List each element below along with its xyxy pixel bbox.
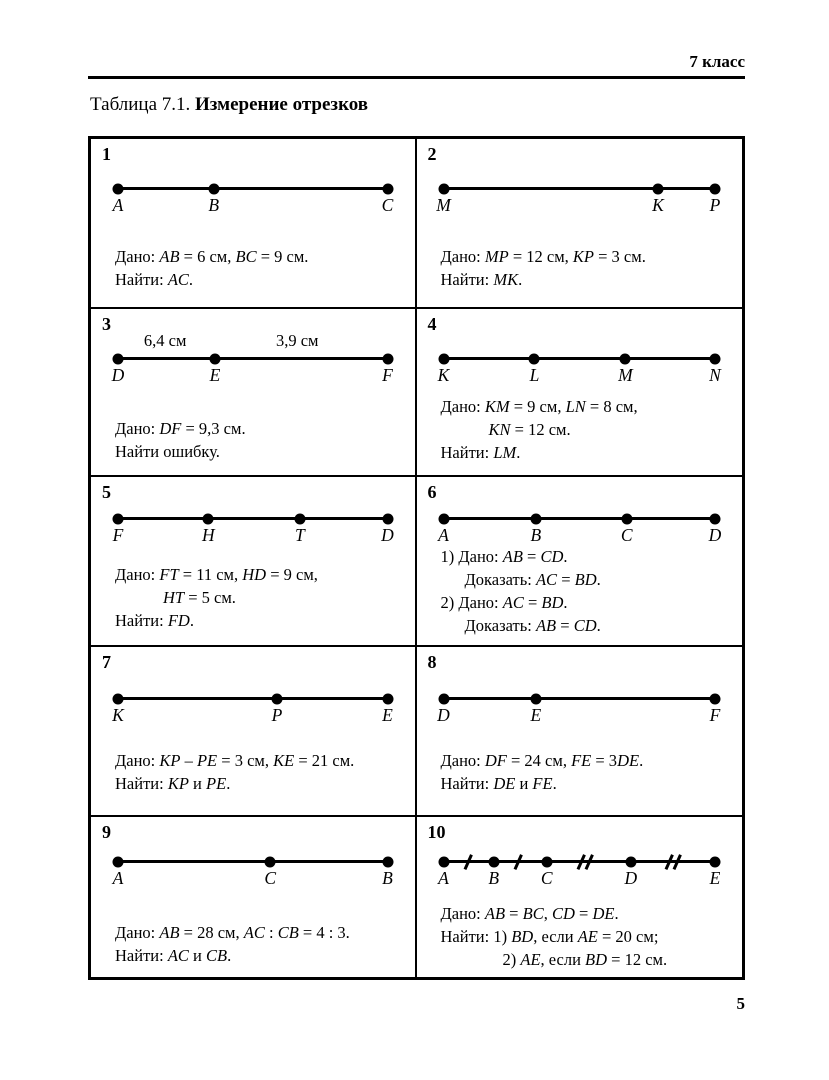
text-run: = 21 см. xyxy=(294,751,355,770)
segment-diagram xyxy=(112,187,394,247)
text-run: = 12 см. xyxy=(510,420,571,439)
text-run: Дано: xyxy=(115,247,160,266)
problem-cell xyxy=(417,647,743,817)
text-line xyxy=(115,268,411,291)
text-run: и xyxy=(515,774,533,793)
text-run: Дано: xyxy=(115,565,160,584)
point-label: B xyxy=(382,868,393,888)
point-dot xyxy=(382,693,393,704)
text-line xyxy=(115,440,411,463)
math-term: PE xyxy=(206,774,227,793)
problem-cell xyxy=(91,647,417,817)
math-term: AB xyxy=(159,247,180,266)
point-dot xyxy=(710,353,721,364)
text-line xyxy=(441,749,739,772)
point-label: A xyxy=(438,868,449,888)
point-dot xyxy=(382,513,393,524)
text-run: = 3 см, xyxy=(217,751,274,770)
point-dot xyxy=(438,693,449,704)
point-dot xyxy=(294,513,305,524)
math-term: KP xyxy=(572,247,594,266)
text-run: Найти: xyxy=(115,774,168,793)
math-term: CD xyxy=(573,616,597,635)
text-run: = 28 см, xyxy=(179,923,244,942)
point-label: D xyxy=(111,365,125,385)
problem-text xyxy=(441,395,739,464)
problem-text xyxy=(441,902,739,971)
math-term: DF xyxy=(159,419,182,438)
segment-diagram xyxy=(437,697,721,757)
text-run: = 12 см, xyxy=(508,247,573,266)
point-dot xyxy=(438,856,449,867)
problem-text xyxy=(441,545,739,637)
point-label: C xyxy=(620,525,633,545)
point-label: K xyxy=(112,705,124,725)
segment-diagram xyxy=(436,187,721,247)
point-label: C xyxy=(264,868,277,888)
math-term: LM xyxy=(493,443,517,462)
point-label: N xyxy=(709,365,721,385)
text-run: Найти: xyxy=(115,611,168,630)
problem-text xyxy=(115,921,411,967)
point-dot xyxy=(272,693,283,704)
text-run: = 5 см. xyxy=(184,588,236,607)
title-prefix: Таблица 7.1. xyxy=(90,94,196,115)
text-line xyxy=(441,418,739,441)
point-dot xyxy=(113,856,124,867)
math-term: HT xyxy=(163,588,185,607)
math-term: CD xyxy=(540,547,564,566)
math-term: AC xyxy=(535,570,558,589)
point-label: A xyxy=(112,195,124,215)
point-label: F xyxy=(709,705,721,725)
text-run: – xyxy=(180,751,197,770)
text-run: = xyxy=(523,593,542,612)
math-term: KM xyxy=(484,397,510,416)
math-term: KP xyxy=(159,751,181,770)
text-run: . xyxy=(552,774,557,793)
text-run: = xyxy=(556,616,574,635)
point-dot xyxy=(625,856,636,867)
text-line xyxy=(115,944,411,967)
segment-line xyxy=(118,357,388,360)
text-line xyxy=(441,948,739,971)
text-line xyxy=(441,245,739,268)
text-line xyxy=(115,749,411,772)
text-line xyxy=(441,925,739,948)
math-term: CB xyxy=(206,946,228,965)
text-run: . xyxy=(227,946,232,965)
math-term: HD xyxy=(242,565,267,584)
point-dot xyxy=(382,856,393,867)
math-term: LN xyxy=(565,397,586,416)
text-run: Дано: xyxy=(440,247,485,266)
math-term: AB xyxy=(484,904,506,923)
problem-text xyxy=(441,245,739,291)
problem-number: 9 xyxy=(102,822,111,842)
text-run: Дано: xyxy=(440,904,485,923)
point-dot xyxy=(113,513,124,524)
segment-diagram xyxy=(112,860,393,920)
text-run: . xyxy=(188,270,194,289)
point-dot xyxy=(113,183,124,194)
text-run: . xyxy=(563,593,568,612)
point-dot xyxy=(382,183,393,194)
problem-number: 8 xyxy=(427,652,437,672)
text-run: Найти: xyxy=(440,774,494,793)
text-line xyxy=(441,614,739,637)
text-run: = 11 см, xyxy=(178,565,243,584)
text-run: 2) Дано: xyxy=(440,593,503,612)
problem-number: 6 xyxy=(427,482,437,502)
problem-cell xyxy=(91,309,417,477)
point-label: C xyxy=(381,195,394,215)
length-label: 3,9 см xyxy=(275,331,319,350)
point-dot xyxy=(203,513,214,524)
problem-text xyxy=(115,749,411,795)
text-run: . xyxy=(189,611,194,630)
point-dot xyxy=(710,183,721,194)
text-line xyxy=(441,568,739,591)
segment-line xyxy=(444,697,716,700)
text-line xyxy=(441,268,739,291)
point-label: B xyxy=(208,195,220,215)
math-term: KE xyxy=(273,751,295,770)
title-main: Измерение отрезков xyxy=(195,94,369,115)
text-run: = xyxy=(557,570,575,589)
text-run: = 3 xyxy=(591,751,618,770)
problem-text xyxy=(441,749,739,795)
text-run: = 9 см, xyxy=(266,565,318,584)
point-dot xyxy=(438,353,449,364)
point-label: M xyxy=(618,365,633,385)
math-term: AE xyxy=(520,950,541,969)
point-label: D xyxy=(708,525,722,545)
math-term: BC xyxy=(522,904,544,923)
text-run: = 9,3 см. xyxy=(181,419,246,438)
text-line xyxy=(115,563,411,586)
point-dot xyxy=(710,693,721,704)
point-label: E xyxy=(382,705,393,725)
point-label: A xyxy=(112,868,124,888)
length-label: 6,4 см xyxy=(143,331,187,350)
text-line xyxy=(441,395,739,418)
grade-header: 7 класс xyxy=(689,52,745,71)
point-label: E xyxy=(709,868,721,888)
point-dot xyxy=(541,856,552,867)
math-term: AE xyxy=(577,927,598,946)
math-term: AC xyxy=(243,923,265,942)
point-label: B xyxy=(488,868,500,888)
text-run: Найти: xyxy=(115,946,168,965)
text-run: , если xyxy=(540,950,586,969)
point-label: A xyxy=(438,525,449,545)
text-run: Найти: xyxy=(115,270,168,289)
segment-diagram xyxy=(111,331,393,417)
point-label: F xyxy=(112,525,124,545)
math-term: KN xyxy=(488,420,511,439)
text-run: = 6 см, xyxy=(179,247,236,266)
math-term: AC xyxy=(167,270,189,289)
text-run: = 24 см, xyxy=(506,751,572,770)
math-term: DE xyxy=(617,751,640,770)
point-label: H xyxy=(201,525,215,545)
text-run: = 3 см. xyxy=(594,247,646,266)
math-term: AB xyxy=(535,616,557,635)
point-dot xyxy=(652,183,663,194)
problem-text xyxy=(115,417,411,463)
point-label: D xyxy=(381,525,394,545)
math-term: BC xyxy=(235,247,257,266)
math-term: CB xyxy=(277,923,299,942)
math-term: BD xyxy=(585,950,608,969)
segment-line xyxy=(444,187,716,190)
text-run: . xyxy=(639,751,644,770)
text-run: : xyxy=(264,923,278,942)
problem-cell xyxy=(91,817,417,977)
point-dot xyxy=(620,353,631,364)
segment-line xyxy=(118,517,388,520)
text-line xyxy=(115,921,411,944)
point-dot xyxy=(113,693,124,704)
point-label: P xyxy=(271,705,283,725)
point-dot xyxy=(488,856,499,867)
point-dot xyxy=(382,353,393,364)
math-term: DF xyxy=(484,751,507,770)
problem-number: 10 xyxy=(427,822,446,842)
point-label: D xyxy=(624,868,638,888)
segment-line xyxy=(444,517,716,520)
text-run: . xyxy=(518,270,523,289)
problem-number: 2 xyxy=(427,144,437,164)
problem-cell xyxy=(417,139,743,309)
text-run: . xyxy=(516,443,521,462)
point-label: P xyxy=(709,195,721,215)
text-run: и xyxy=(188,946,207,965)
text-run: 1) Дано: xyxy=(440,547,503,566)
point-dot xyxy=(265,856,276,867)
text-run: . xyxy=(614,904,619,923)
text-run: Найти: xyxy=(440,443,494,462)
text-run: = xyxy=(505,904,523,923)
text-line xyxy=(115,586,411,609)
point-label: B xyxy=(530,525,542,545)
text-line xyxy=(441,902,739,925)
math-term: FD xyxy=(167,611,190,630)
math-term: CD xyxy=(551,904,575,923)
page-title xyxy=(90,94,368,116)
math-term: BD xyxy=(574,570,597,589)
problem-number: 4 xyxy=(427,314,437,334)
text-run: = 8 см, xyxy=(585,397,638,416)
text-run: Дано: xyxy=(115,751,160,770)
text-run: Дано: xyxy=(115,923,160,942)
text-run: Найти: xyxy=(440,270,494,289)
problem-number: 5 xyxy=(102,482,111,502)
point-dot xyxy=(208,183,219,194)
problem-cell xyxy=(91,477,417,647)
text-run: . xyxy=(563,547,568,566)
text-run: Дано: xyxy=(440,397,485,416)
text-run: , если xyxy=(533,927,578,946)
point-dot xyxy=(438,513,449,524)
text-run: Дано: xyxy=(440,751,485,770)
text-run: Найти: 1) xyxy=(440,927,512,946)
text-line xyxy=(441,772,739,795)
segment-diagram xyxy=(112,697,393,757)
segment-line xyxy=(444,357,716,360)
point-label: L xyxy=(529,365,540,385)
problems-table xyxy=(88,136,745,980)
math-term: MK xyxy=(493,270,519,289)
text-run: Доказать: xyxy=(464,570,536,589)
text-run: Найти ошибку. xyxy=(115,442,220,461)
text-run: Дано: xyxy=(115,419,160,438)
point-label: E xyxy=(530,705,542,725)
text-line xyxy=(115,245,411,268)
text-line xyxy=(441,441,739,464)
problem-number: 3 xyxy=(102,314,111,334)
point-dot xyxy=(529,353,540,364)
math-term: AB xyxy=(159,923,180,942)
text-line xyxy=(441,545,739,568)
text-run: = xyxy=(574,904,593,923)
math-term: AC xyxy=(502,593,524,612)
math-term: KP xyxy=(167,774,189,793)
point-dot xyxy=(710,856,721,867)
point-label: K xyxy=(437,365,450,385)
text-run: = xyxy=(522,547,541,566)
text-run: . xyxy=(226,774,231,793)
point-label: T xyxy=(295,525,305,545)
problem-number: 1 xyxy=(102,144,111,164)
text-line xyxy=(115,609,411,632)
page-number: 5 xyxy=(736,994,745,1013)
point-label: F xyxy=(382,365,393,385)
math-term: BD xyxy=(511,927,534,946)
problem-text xyxy=(115,563,411,632)
text-line xyxy=(115,772,411,795)
text-run: . xyxy=(596,570,601,589)
segment-line xyxy=(118,187,388,190)
problem-text xyxy=(115,245,411,291)
point-dot xyxy=(710,513,721,524)
text-line xyxy=(441,591,739,614)
text-run: . xyxy=(596,616,601,635)
math-term: AB xyxy=(502,547,523,566)
segment-line xyxy=(118,697,388,700)
point-label: E xyxy=(209,365,221,385)
point-dot xyxy=(438,183,449,194)
problem-cell xyxy=(417,817,743,977)
math-term: BD xyxy=(541,593,564,612)
text-run: = 9 см, xyxy=(509,397,566,416)
text-run: = 12 см. xyxy=(607,950,668,969)
text-run: = 20 см; xyxy=(597,927,659,946)
problem-cell xyxy=(417,309,743,477)
header-rule xyxy=(88,76,745,79)
problem-number: 7 xyxy=(102,652,111,672)
math-term: PE xyxy=(196,751,218,770)
text-run: 2) xyxy=(502,950,521,969)
text-run: и xyxy=(188,774,207,793)
text-run: = 9 см. xyxy=(256,247,309,266)
point-dot xyxy=(621,513,632,524)
problem-cell xyxy=(91,139,417,309)
math-term: DE xyxy=(493,774,516,793)
math-term: AC xyxy=(167,946,189,965)
math-term: FE xyxy=(571,751,592,770)
text-run: Доказать: xyxy=(464,616,536,635)
point-label: D xyxy=(437,705,450,725)
point-dot xyxy=(113,353,124,364)
segment-line xyxy=(118,860,388,863)
point-dot xyxy=(530,693,541,704)
text-run: , xyxy=(543,904,552,923)
math-term: FT xyxy=(159,565,179,584)
text-run: = 4 : 3. xyxy=(298,923,350,942)
math-term: MP xyxy=(484,247,509,266)
point-label: C xyxy=(540,868,553,888)
math-term: DE xyxy=(592,904,615,923)
point-dot xyxy=(210,353,221,364)
problem-cell xyxy=(417,477,743,647)
math-term: FE xyxy=(532,774,553,793)
text-line xyxy=(115,417,411,440)
point-dot xyxy=(530,513,541,524)
point-label: M xyxy=(436,195,451,215)
point-label: K xyxy=(652,195,664,215)
